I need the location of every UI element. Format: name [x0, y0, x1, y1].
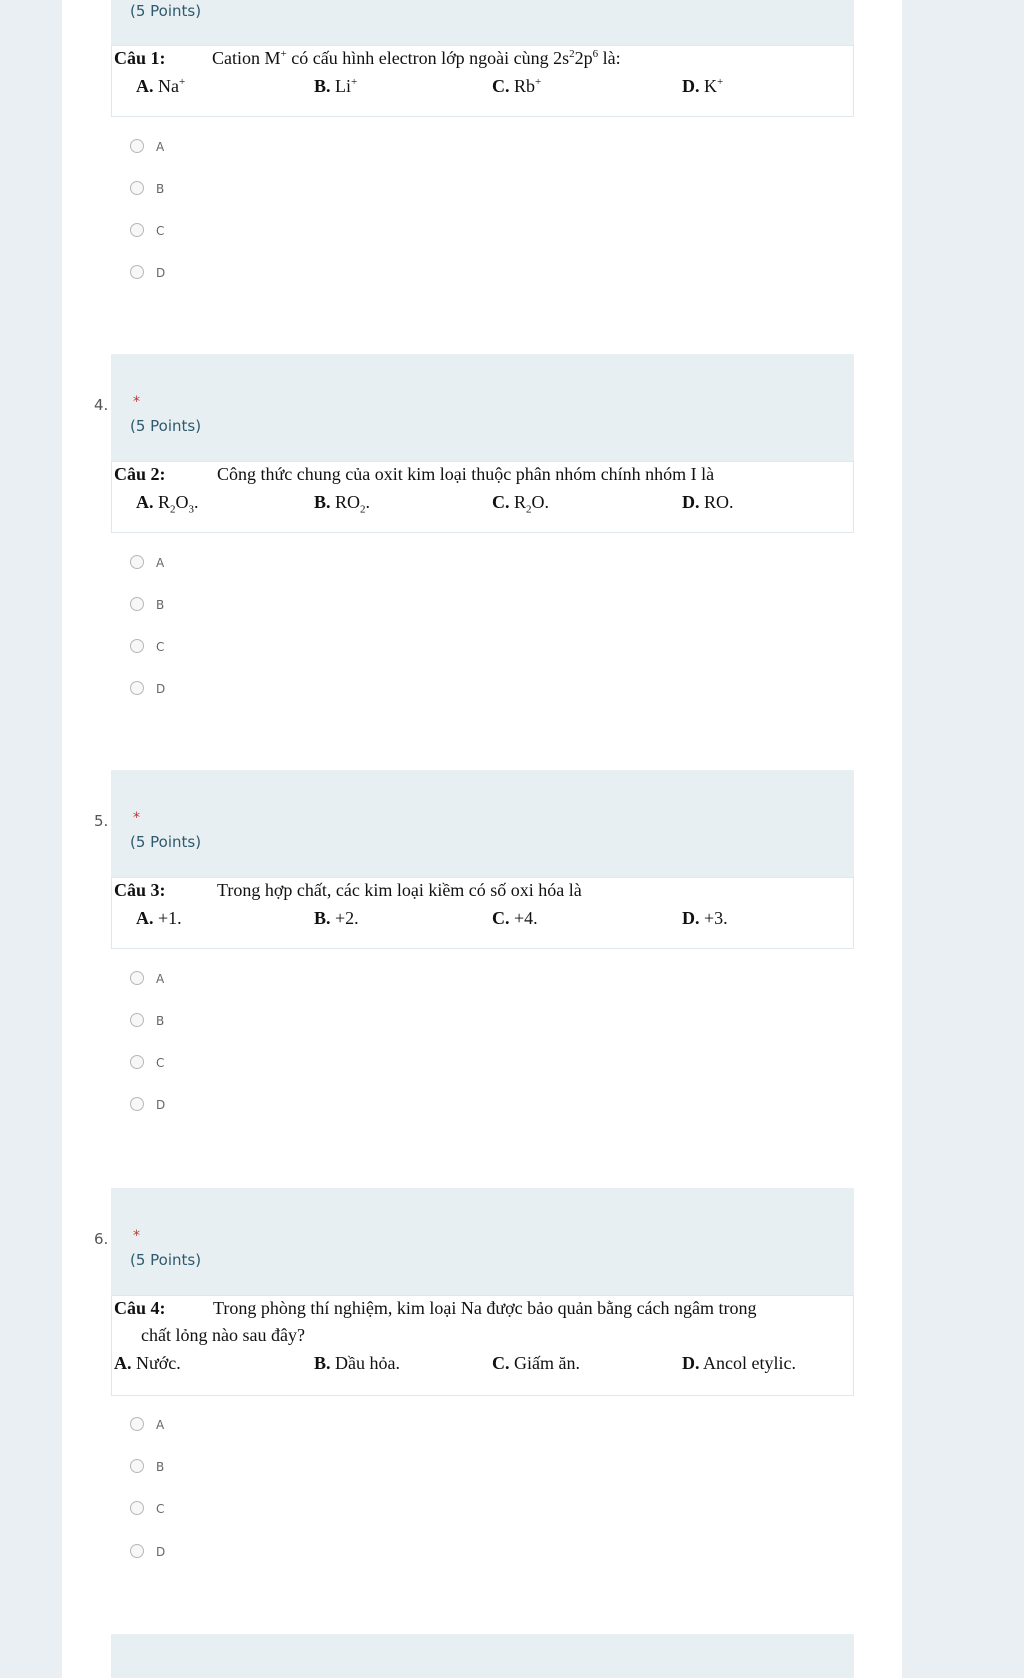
stem-label: Câu 3: — [114, 880, 166, 900]
radio-button[interactable] — [130, 1501, 144, 1515]
stem-label: Câu 2: — [114, 464, 166, 484]
option-b: B. Li+ — [314, 76, 358, 96]
option-a: A. $R_2O_3$. — [136, 492, 199, 516]
stem-text-continued: chất lỏng nào sau đây? — [141, 1325, 305, 1345]
stem-text: Cation M+ có cấu hình electron lớp ngoài cùng $2s^22p^6$ là: — [212, 48, 621, 68]
question-stem — [114, 48, 166, 69]
option-d: D. RO. — [682, 492, 734, 512]
stem-text: Công thức chung của oxit kim loại thuộc phân nhóm chính nhóm I là — [217, 464, 715, 484]
radio-button[interactable] — [130, 555, 144, 569]
option-a: A. Na+ — [136, 76, 186, 96]
radio-button[interactable] — [130, 639, 144, 653]
option-b: B. +2. — [314, 908, 359, 928]
question-points: (5 Points) — [130, 417, 202, 435]
option-b: B. Dầu hỏa. — [314, 1353, 400, 1373]
option-c: C. Rb+ — [492, 76, 542, 96]
stem-label: Câu 1: — [114, 48, 166, 68]
question-content — [111, 461, 854, 533]
radio-button[interactable] — [130, 181, 144, 195]
option-c: C. Giấm ăn. — [492, 1353, 580, 1373]
question-header — [111, 1188, 854, 1296]
question-stem — [114, 464, 166, 485]
option-a: A. Nước. — [114, 1353, 181, 1373]
radio-button[interactable] — [130, 265, 144, 279]
option-d: D. K+ — [682, 76, 724, 96]
stem-text: Trong hợp chất, các kim loại kiềm có số oxi hóa là — [217, 880, 582, 900]
question-header — [111, 770, 854, 878]
radio-button[interactable] — [130, 1544, 144, 1558]
radio-button[interactable] — [130, 1417, 144, 1431]
option-c: C. +4. — [492, 908, 538, 928]
question-number: 4. — [94, 396, 109, 414]
radio-button[interactable] — [130, 1013, 144, 1027]
question-points: (5 Points) — [130, 1251, 202, 1269]
question-number: 6. — [94, 1230, 109, 1248]
radio-button[interactable] — [130, 971, 144, 985]
radio-button[interactable] — [130, 1055, 144, 1069]
stem-label: Câu 4: — [114, 1298, 166, 1318]
option-a: A. +1. — [136, 908, 182, 928]
required-marker: * — [133, 394, 140, 410]
question-content — [111, 1295, 854, 1396]
question-content — [111, 45, 854, 117]
question-header — [111, 1634, 854, 1678]
question-stem — [114, 1298, 166, 1319]
question-content — [111, 877, 854, 949]
question-points: (5 Points) — [130, 833, 202, 851]
option-d: D. Ancol etylic. — [682, 1353, 796, 1373]
radio-button[interactable] — [130, 1097, 144, 1111]
stem-text: Trong phòng thí nghiệm, kim loại Na được bảo quản bằng cách ngâm trong — [213, 1298, 757, 1318]
question-points: (5 Points) — [130, 2, 202, 20]
question-number: 5. — [94, 812, 109, 830]
required-marker: * — [133, 1228, 140, 1244]
radio-button[interactable] — [130, 139, 144, 153]
radio-button[interactable] — [130, 223, 144, 237]
question-header — [111, 354, 854, 462]
required-marker: * — [133, 810, 140, 826]
radio-button[interactable] — [130, 597, 144, 611]
radio-button[interactable] — [130, 681, 144, 695]
question-header — [111, 0, 854, 46]
option-d: D. +3. — [682, 908, 728, 928]
radio-button[interactable] — [130, 1459, 144, 1473]
question-stem — [114, 880, 166, 901]
option-b: B. $RO_2$. — [314, 492, 371, 516]
option-c: C. $R_2O$. — [492, 492, 550, 516]
